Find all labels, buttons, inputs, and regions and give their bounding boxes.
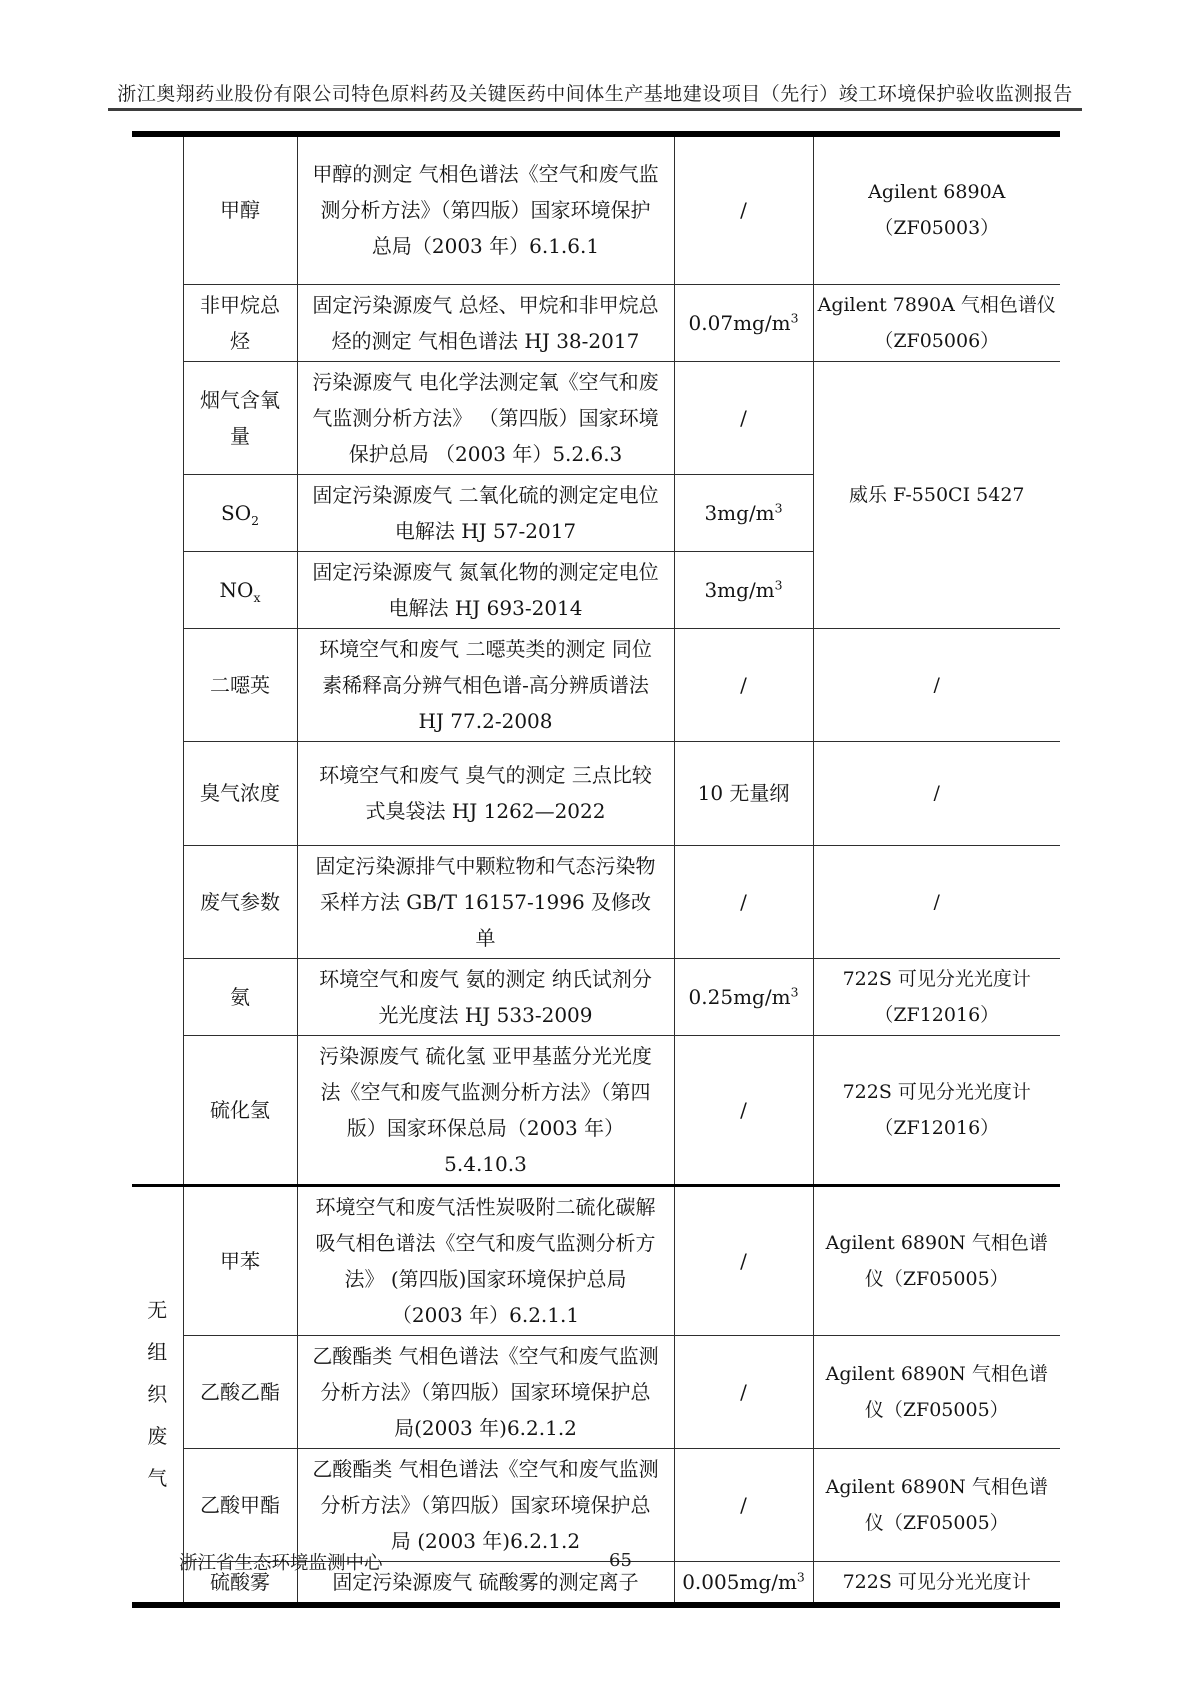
table-row [132,284,1060,361]
instrument-cell: / [813,628,1060,741]
instrument-cell: / [813,741,1060,845]
table-row [132,1448,1060,1561]
report-table-body [132,134,1060,1605]
param-cell: $NO_x$ [183,551,297,628]
table-row [132,1185,1060,1335]
table-row [132,361,1060,474]
method-cell: 乙酸酯类 气相色谱法《空气和废气监测分析方法》（第四版）国家环境保护总局 (2003 年)6.2.1.2 [297,1448,674,1561]
category-label: 无组织废气 [147,1298,168,1490]
param-cell: 甲苯 [183,1185,297,1335]
param-cell: 二噁英 [183,628,297,741]
table-row [132,741,1060,845]
table-row [132,134,1060,284]
limit-cell: / [674,628,813,741]
monitoring-methods-table [132,131,1060,1608]
table-row [132,628,1060,741]
instrument-cell: 722S 可见分光光度计（ZF12016） [813,958,1060,1035]
header-rule [108,108,1082,111]
instrument-cell: Agilent 7890A 气相色谱仪（ZF05006） [813,284,1060,361]
method-cell: 乙酸酯类 气相色谱法《空气和废气监测分析方法》（第四版）国家环境保护总局(2003 年)6.2.1.2 [297,1335,674,1448]
method-cell: 污染源废气 电化学法测定氧《空气和废气监测分析方法》 （第四版）国家环境保护总局 （2003 年）5.2.6.3 [297,361,674,474]
param-cell: 乙酸甲酯 [183,1448,297,1561]
instrument-cell: 722S 可见分光光度计（ZF12016） [813,1035,1060,1185]
limit-cell: / [674,1185,813,1335]
page-number: 65 [609,1550,632,1571]
method-cell: 污染源废气 硫化氢 亚甲基蓝分光光度法《空气和废气监测分析方法》（第四版）国家环保总局（2003 年）5.4.10.3 [297,1035,674,1185]
limit-cell: / [674,845,813,958]
param-cell: 硫酸雾 [183,1561,297,1605]
instrument-cell: 722S 可见分光光度计 [813,1561,1060,1605]
limit-cell: / [674,134,813,284]
limit-cell: $0.25mg/m^3$ [674,958,813,1035]
limit-cell: / [674,361,813,474]
page-header-title: 浙江奥翔药业股份有限公司特色原料药及关键医药中间体生产基地建设项目（先行）竣工环境保护验收监测报告 [117,83,1073,105]
limit-cell: $0.07mg/m^3$ [674,284,813,361]
limit-cell: / [674,1035,813,1185]
param-cell: 废气参数 [183,845,297,958]
method-cell: 环境空气和废气 臭气的测定 三点比较式臭袋法 HJ 1262—2022 [297,741,674,845]
table-row [132,958,1060,1035]
method-cell: 固定污染源排气中颗粒物和气态污染物采样方法 GB/T 16157-1996 及修改单 [297,845,674,958]
param-cell: 甲醇 [183,134,297,284]
limit-cell: $3mg/m^3$ [674,551,813,628]
footer-organization: 浙江省生态环境监测中心 [179,1553,383,1574]
param-cell: 氨 [183,958,297,1035]
param-cell: 臭气浓度 [183,741,297,845]
method-cell: 固定污染源废气 硫酸雾的测定离子 [297,1561,674,1605]
method-cell: 固定污染源废气 总烃、甲烷和非甲烷总烃的测定 气相色谱法 HJ 38-2017 [297,284,674,361]
category-cell [132,134,183,1185]
instrument-cell: / [813,845,1060,958]
instrument-cell: Agilent 6890N 气相色谱仪（ZF05005） [813,1335,1060,1448]
method-cell: 环境空气和废气 氨的测定 纳氏试剂分光光度法 HJ 533-2009 [297,958,674,1035]
table-row [132,845,1060,958]
limit-cell: / [674,1335,813,1448]
instrument-cell: Agilent 6890N 气相色谱仪（ZF05005） [813,1448,1060,1561]
method-cell: 环境空气和废气活性炭吸附二硫化碳解吸气相色谱法《空气和废气监测分析方法》 (第四版)国家环境保护总局（2003 年）6.2.1.1 [297,1185,674,1335]
param-cell: $SO_2$ [183,474,297,551]
method-cell: 固定污染源废气 二氧化硫的测定定电位电解法 HJ 57-2017 [297,474,674,551]
limit-cell: $0.005mg/m^3$ [674,1561,813,1605]
limit-cell: / [674,1448,813,1561]
instrument-cell: 威乐 F-550CI 5427 [813,361,1060,628]
param-cell: 乙酸乙酯 [183,1335,297,1448]
method-cell: 环境空气和废气 二噁英类的测定 同位素稀释高分辨气相色谱-高分辨质谱法 HJ 77.2-2008 [297,628,674,741]
instrument-cell: Agilent 6890A（ZF05003） [813,134,1060,284]
limit-cell: $3mg/m^3$ [674,474,813,551]
limit-cell: 10 无量纲 [674,741,813,845]
method-cell: 甲醇的测定 气相色谱法《空气和废气监测分析方法》（第四版）国家环境保护总局（2003 年）6.1.6.1 [297,134,674,284]
param-cell: 非甲烷总烃 [183,284,297,361]
method-cell: 固定污染源废气 氮氧化物的测定定电位电解法 HJ 693-2014 [297,551,674,628]
param-cell: 硫化氢 [183,1035,297,1185]
table-row [132,1035,1060,1185]
instrument-cell: Agilent 6890N 气相色谱仪（ZF05005） [813,1185,1060,1335]
param-cell: 烟气含氧量 [183,361,297,474]
category-cell [132,1185,183,1605]
table-row [132,1335,1060,1448]
